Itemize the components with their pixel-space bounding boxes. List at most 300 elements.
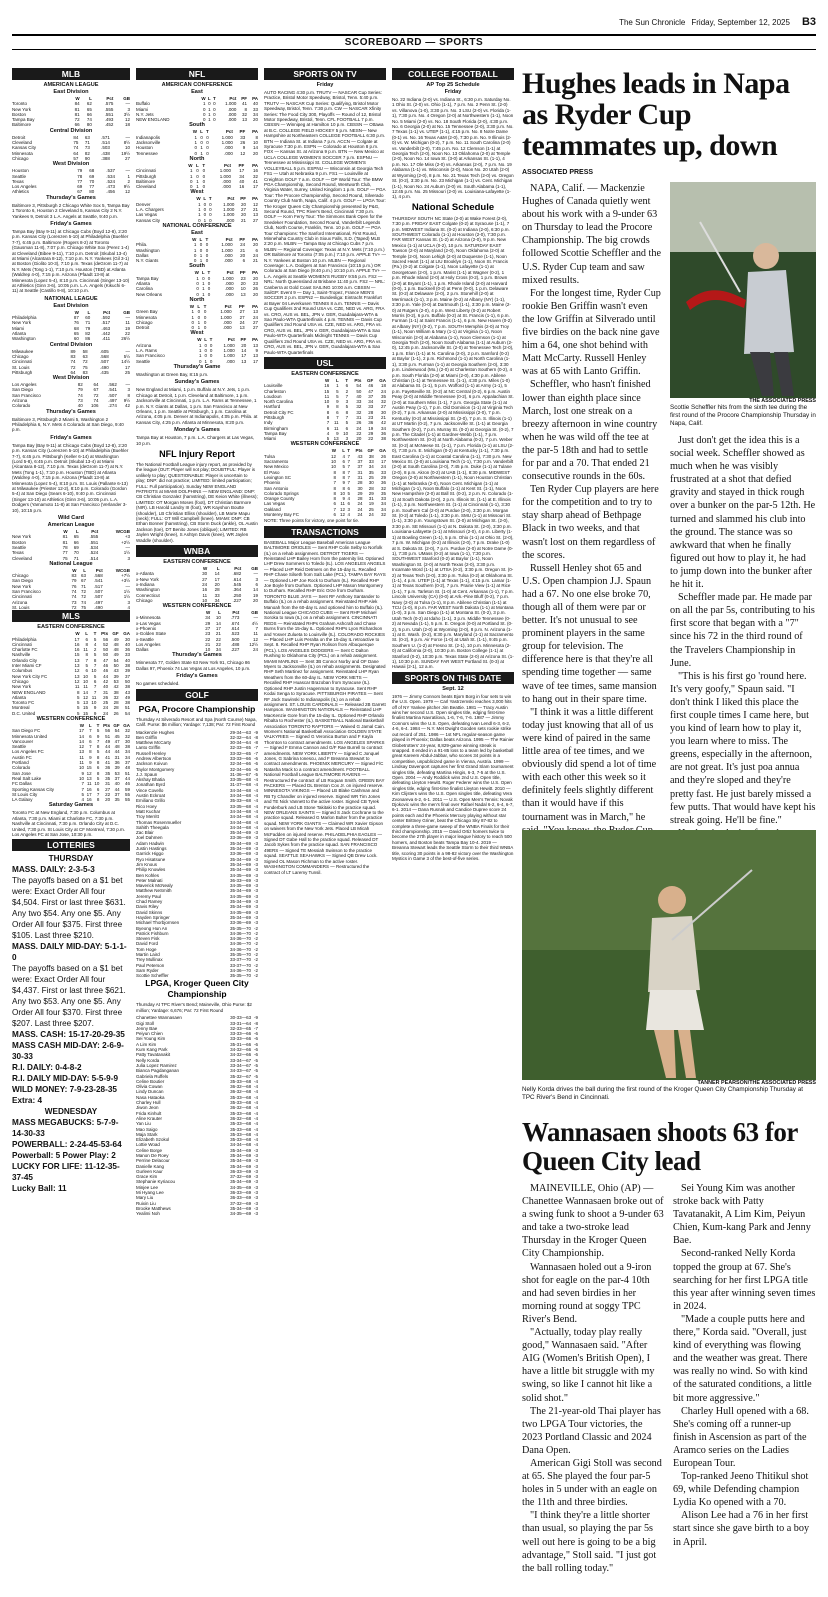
table-header: GA [123,631,130,637]
table-cell: -3 [253,872,258,878]
table-cell: 33 [368,404,374,410]
table-cell: 13 [252,212,258,218]
table-cell: Indianapolis [136,134,161,140]
table-cell: 26½ [121,336,130,342]
table-cell: 0 [206,134,209,140]
table-cell: 23 [240,275,246,281]
table-cell: 10 [215,615,221,621]
table-cell: .452 [104,122,114,128]
nl-thursday-text: Baltimore 3, Pittsburgh 2 Miami 5, Washington 2 Philadelphia 6, N.Y. Mets 4 Colorado at San Diego, 9:40 p.m. [12,416,124,433]
table-cell: .507 [108,392,117,398]
table-cell: 24 [368,512,374,518]
table-cell: 25 [368,474,374,480]
table-cell: 32 [356,404,362,410]
table-cell: -3 [253,846,258,852]
table-cell: 0 [189,178,193,184]
table-header: GB [251,610,258,616]
table-cell: 0 [205,242,209,248]
table-cell: 90 [84,155,90,161]
table-cell: 6 [89,738,92,744]
table-cell: 8 [85,652,88,658]
usl-west-table [264,448,386,517]
table-cell: New York [12,320,32,326]
table-cell: 0 [198,358,202,364]
table-cell: 43 [357,453,363,459]
table-cell: Baltimore [12,122,32,128]
table-cell: 42 [103,678,109,684]
table-cell: 20 [241,342,247,348]
table-cell: Phila. [136,242,148,248]
nfc-east-title: East [191,229,203,236]
mls-saturday-text: Toronto FC at New England, 7:30 p.m. Columbus at Atlanta, 7:30 p.m. Miami at Charlotte FC, 7:30 p.m. Nashville at Cincinnati, 7:30 p.m. Orlando City at D.C. United, 7:30 p.m. St Louis City at CF Montreal, 7:30 p.m. Los Angeles FC at San Jose, 10:30 p.m. [12,810,126,838]
table-cell: 19 [368,501,374,507]
table-cell: Portland [12,760,29,766]
lottery-line: R.I. DAILY MID-DAY: 5-5-9-9 [12,1074,119,1084]
table-cell: 73 [84,145,90,151]
table-header: W [79,723,84,728]
table-cell: 6 [96,786,100,792]
table-cell: 9 [96,733,100,739]
table-cell: 36-32—68 [230,1084,252,1090]
table-cell: 5 [96,728,100,734]
table-cell: 10 [91,700,97,706]
table-cell: 32 [124,733,130,739]
lottery-day: THURSDAY [48,854,94,864]
table-cell: Emiliano Grillo [136,798,166,804]
table-cell: 14 [252,587,258,593]
table-cell: Pittsburgh [264,414,285,420]
table-cell: 1 [196,275,199,281]
korda-photo [522,830,816,1080]
mls-west-title: WESTERN CONFERENCE [36,716,106,722]
lottery-line: POWERBALL: 2-24-45-53-64 [12,1140,122,1150]
table-cell: 36-33—69 [230,1168,252,1174]
wnba-friday-title: Friday's Games [176,673,218,680]
table-cell: 33-34—67 [230,1062,252,1068]
table-cell: 33 [356,399,362,405]
table-cell: 32 [380,512,386,518]
table-cell: 35-34—69 [230,1153,252,1158]
table-cell: .438 [101,150,110,156]
nfl-thursday-title: Thursday's Game [173,363,221,370]
table-header: Pts [101,631,109,637]
table-cell: 27 [252,217,258,223]
table-cell: 39 [124,668,130,674]
table-cell: 0 [202,168,206,174]
table-cell: -4 [253,1121,258,1127]
table-cell: Sacramento [264,459,289,465]
table-cell: 35-35—70 [230,973,252,979]
table-cell: 8 [326,409,330,415]
story-paragraph: Scheffler, who hasn't finished lower than eighth place since March, lost one streak on a breezy afternoon in wine country when he was wild off the tee at the par-5 18th and had to settle for par and a 70. That ended 21 consecutive rounds in the 60s. [522,379,658,483]
table-cell: -4 [253,824,258,830]
table-cell: 10 [340,490,346,496]
al-friday-text: Tampa Bay (Bay 9-11) at Chicago Cubs (Boyd 12-8), 2:20 p.m. Kansas City (Lorenzen 5-10) at Philadelphia (Buehler 7-7), 6:45 p.m. Baltimore (Rogers 8-2) at Toronto (Gausman 11-8), 7:07 p.m. Chicago White Sox (Perez 1-4) at Cleveland (Bibee 9-11), 7:10 p.m. Detroit (Skubal 13-4) at Miami (Alcantara 8-12), 7:10 p.m. N.Y. Yankees (Gil 3-1) at Boston (Giolito 10-3), 7:10 p.m. Texas (deGrom 11-7) at N.Y. Mets (Tong 1-1), 7:10 p.m. Houston (TBD) at Atlanta (Waldrep 4-0), 7:15 p.m. Arizona (Pfaadt 13-8) at Minnesota (Lopez 5-4), 8:10 p.m. Cincinnati (Singer 13-10) at Athletics (Ginn 3-6), 10:05 p.m. L.A. Angels (Kikuchi 6-11) at Seattle (Castillo 9-8), 10:10 p.m. [12,228,130,294]
table-cell: Houston [136,145,153,151]
table-cell: Boston [12,111,27,117]
table-cell: 69 [89,173,95,179]
table-cell: 8 [77,689,80,695]
table-header: T [209,337,213,343]
table-cell: 59 [124,786,130,792]
table-cell: 72 [70,364,76,370]
table-cell: Arizona [12,398,28,403]
table-cell: 27 [202,576,208,582]
table-cell: 71 [84,140,90,146]
afc-south-title: South [189,122,205,129]
table-cell: 1 [202,286,205,292]
table-cell: Yealimi Noh [136,1211,160,1217]
table-cell: 0 [203,319,207,325]
table-cell: Tennessee [136,150,158,156]
table-cell: 50 [356,388,362,394]
photo-caption-2: Nelly Korda drives the ball during the first round of the Kroger Queen City Championship Thursday at TPC River's Bend in Cincinnati. [522,1086,803,1101]
table-cell: 21 [380,414,386,420]
table-cell: 8 [326,414,330,420]
table-cell: 12 [74,678,80,684]
table-header: T [205,236,209,242]
lottery-line: MASS. CASH: 15-17-20-29-35 [12,1030,125,1040]
table-cell: +3½ [121,578,130,584]
table-cell: 56 [105,728,111,734]
transactions-text: BASEBALL Major League Baseball American League BALTIMORE ORIOLES — Sent RHP Colin Selby to Norfolk (IL) on a rehab assignment. DETROIT TIGERS — Reinstated LHP Bailey Horn from the paternity list. Optioned LHP Drew Sommers to Toledo (IL). LOS ANGELES ANGELS — Placed LHP Reid Detmers on the 15-day IL. Recalled RHP Chase Silseth from Salt Lake (PCL). TAMPA BAY RAYS — Optioned LHP Joe Rock to Durham (IL). Recalled RHP Joe Boyle from Durham. Optioned LHP Mason Montgomery to Durham. Recalled RHP Eric Orze from Durham. TORONTO BLUE JAYS — Sent RF Anthony Santander to Buffalo (IL) on a rehab assignment. Reinstated RHP Alek Manoah from the 60-day IL and optioned him to Buffalo (IL). National League CHICAGO CUBS — Sent RHP Michael Soroka to Iowa (IL) on a rehab assignment. CINCINNATI REDS — Reinstated RHPs Graham Ashcraft and Chase Burns from the 15-day IL. Optioned RHPs Lyon Richardson and Yosver Zulueta to Louisville (IL). COLORADO ROCKIES — Placed LHP Luis Peralta on the 15-day IL retroactive to Sept. 8. Recalled RHP Ryan Rolison from Albuquerque (PCL). LOS ANGELES DODGERS — Sent C Dalton Rushing to Oklahoma City (PCL) on a rehab assignment. MIAMI MARLINS — Sent 3B Connor Norby and OF Dane Myers to Jacksonville (IL) on rehab assignments. Designated RHP Seth Martinez for assignment. Reinstated LHP Ryan Weathers from the 60-day IL. NEW YORK METS — Recalled RHP Huascar Brazoban from Syracuse (IL). Optioned RHP Justin Hagenman to Syracuse. Sent RHP Kodai Senga to Syracuse. PITTSBURGH PIRATES — Sent RF Jack Suwinski to Indianapolis (IL) on a rehab assignment. ST. LOUIS CARDINALS — Released 2B Garrett Hampson. WASHINGTON NATIONALS — Reinstated LHP MacKenzie Gore from the 15-day IL. Optioned RHP Orlando Ribalta to Rochester (IL). BASKETBALL National Basketball Association TORONTO RAPTORS — Waived G Jamal Cain. Women's National Basketball Association GOLDEN STATE VALKYRIES — Signed G Veronica Burton and F Kayla Thornton to contract amendments. LOS ANGELES SPARKS — Signed F Emma Cannon and G/F Rae Burrell to contract amendments. NEW YORK LIBERTY — Signed C Jonquel Jones, G Sabrina Ionescu, and F Breanna Stewart to contract amendments. PHOENIX MERCURY — Signed F/C Natasha Mack to a contract amendment. FOOTBALL National Football League BALTIMORE RAVENS — Restructured the contract of LB Roquan Smith. GREEN BAY PACKERS — Placed DL Brenton Cox Jr. on injured reserve. MINNESOTA VIKINGS — Placed LB Blake Cashman and RB Ty Chandler on injured reserve. Signed WR Tim Jones and TE Nick Vannett to the active roster. Signed CB Tyrek Funderburk and LB Stone Takitaki to the practice squad. NEW ORLEANS SAINTS — Signed S Jack Cochrane to the practice squad. Released G Marlon Bulter from the practice squad. NEW YORK GIANTS — Claimed WR Xavier Gipson on waivers from the New York Jets. Placed LB Micah McFadden on injured reserve. PHILADELPHIA EAGLES — Signed DT Gabe Hall to the practice squad. Released DT Jacob Sykes from the practice squad. SAN FRANCISCO 49ERS — Signed TE Messiah Swinson to the practice squad. SEATTLE SEAHAWKS — Signed QB Drew Lock. Signed OL Mason Richman to the active roster. WASHINGTON COMMANDERS — Restructured the contract of LT Laremy Tunsil. [264,539,386,875]
table-header: W [72,567,77,573]
table-cell: 72 [71,604,77,610]
table-cell: Pittsburgh [12,369,33,375]
table-cell: 39 [113,673,119,679]
table-cell: 21 [241,217,247,223]
table-cell: 3 [127,599,130,605]
table-cell: 0 [193,252,197,258]
table-cell: 6 [336,409,339,415]
table-cell: 0 [209,212,212,218]
table-cell: 11 [83,684,88,690]
table-cell: 34-35—69 [230,872,252,878]
table-cell: 36-32—68 [230,1089,252,1095]
table-row [264,512,386,517]
table-cell: 1 [203,101,206,107]
table-cell: -4 [253,787,258,793]
table-cell: 9 [93,710,97,716]
table-cell: 5 [345,420,349,426]
table-cell: Los Angeles FC [12,749,44,755]
table-cell: 8 [85,641,88,647]
table-cell: 36-32—68 [230,1105,252,1111]
table-cell: 78 [77,173,83,179]
table-cell: 1 [198,353,202,359]
table-cell: 0 [203,201,207,207]
table-cell: — [125,101,130,107]
table-cell: 74 [70,359,76,365]
table-cell: .682 [232,571,242,577]
table-cell: 35-34—69 [230,899,252,905]
paper-name: The Sun Chronicle [619,17,686,27]
table-header: W [63,529,68,535]
table-cell: 0 [203,111,206,117]
table-cell: Patty Tavatanakit [136,1052,171,1058]
table-cell: .541 [93,578,103,584]
table-cell: 1 [198,207,201,213]
table-cell: 35-34—69 [230,856,252,862]
table-cell: 12 [252,201,258,207]
table-cell: 33 [124,652,130,658]
table-cell: Carolina [136,286,153,292]
table-cell: 81 [62,539,68,545]
table-cell: 35-34—69 [230,1158,252,1164]
table-cell: 0 [207,286,211,292]
table-cell: 18 [124,122,130,128]
table-cell: 5 [96,775,100,781]
table-cell: 22 [105,791,111,797]
mls-east-title: EASTERN CONFERENCE [37,624,105,631]
table-cell: 24 [357,501,363,507]
table-cell: 37 [368,393,374,399]
story-paragraph: Russell Henley shot 65 and U.S. Open champion J.J. Spaun had a 67. No one else broke 70, though all of them were par or better. It's not unusual to see prominent players in the same group for television. The difference here is that they're all spending time together — same wave of tee times, same mansion to hang out in their spare time. [522,562,657,705]
table-cell: 3 [345,436,349,442]
table-cell: 20 [356,436,362,442]
lottery-line: LUCKY FOR LIFE: 11-12-35-37-45 [12,1162,120,1183]
table-cell: -4 [253,777,258,783]
table-cell: 54 [356,383,362,389]
table-cell: .555 [104,106,114,112]
table-cell: 9 [255,347,258,353]
story-hughes-col-a [522,182,662,823]
table-cell: 1 [200,150,203,156]
table-cell: 0 [193,258,197,264]
table-cell: x-Las Vegas [136,620,161,626]
table-cell: 38 [368,453,374,459]
page-date: Friday, September 12, 2025 [691,17,790,27]
table-cell: 5 [85,663,88,669]
table-header: T [347,448,350,454]
table-header: T [345,377,349,383]
table-cell: -3 [253,851,258,857]
table-cell: 74 [86,117,92,123]
table-cell: +7½ [121,573,130,579]
wc-al-title: American League [47,522,95,529]
table-cell: 5 [342,464,346,470]
table-cell: 9 [336,399,339,405]
table-cell: 69 [73,544,79,550]
table-cell: 35-33—68 [230,1110,252,1116]
table-cell: 67 [77,189,83,195]
story-paragraph: Second-ranked Nelly Korda topped the group at 67. She's searching for her first LPGA title this year after winning seven times in 2024. [673,1248,816,1312]
table-cell: -3 [253,867,258,873]
table-cell: 9 [242,145,246,151]
table-cell: 19 [252,592,258,598]
table-cell: 35-32—67 [230,1073,252,1079]
table-cell: 74 [81,599,87,605]
nfc-west-title: West [190,330,204,337]
column-nfl [136,68,258,1588]
table-cell: D.C. United [12,710,36,716]
table-cell: Chicago [12,353,29,359]
story-paragraph: American Gigi Stoll was second at 65. She played the four par-5 holes in 5 under with an eagle on the 11th and three birdies. [522,1457,662,1509]
table-header: PA [252,129,258,135]
table-cell: 26 [380,453,386,459]
table-cell: Real Salt Lake [12,775,42,781]
table-cell: 9 [342,496,346,502]
table-cell: 89 [70,348,76,354]
table-cell: -3 [253,1211,258,1217]
table-cell: Austin Eckroat [136,793,166,799]
table-cell: 33-37—70 [230,957,252,963]
table-cell: 1 [202,281,205,287]
table-cell: .568 [93,573,103,579]
table-cell: Jeremy Paul [136,893,162,899]
table-cell: 68 [73,325,79,331]
table-cell: 33-36—69 [230,835,252,841]
table-cell: 10 [82,678,88,684]
table-cell: 1 [198,212,201,218]
table-cell: -4 [253,1110,258,1116]
table-cell: 35-33—68 [230,798,252,804]
table-cell: 33 [368,459,374,465]
table-cell: 35-35—70 [230,925,252,931]
al-central-table [12,135,130,161]
nfc-east-table [136,237,258,263]
table-cell: 80 [89,189,95,195]
table-cell: Ruixin Liu [136,1200,156,1206]
table-cell: 0 [203,309,207,315]
table-cell: 66 [74,122,80,128]
nfl-sunday-text: New England at Miami, 1 p.m. Buffalo at N.Y. Jets, 1 p.m. Chicago at Detroit, 1 p.m. Cleveland at Baltimore, 1 p.m. Jacksonville at Cincinnati, 1 p.m. L.A. Rams at Tennessee, 1 p.m. N.Y. Giants at Dallas, 1 p.m. San Francisco at New Orleans, 1 p.m. Seattle at Pittsburgh, 1 p.m. Carolina at Arizona, 4:05 p.m. Denver at Indianapolis, 4:05 p.m. Phila. at Kansas City, 4:25 p.m. Atlanta at Minnesota, 8:20 p.m. [136,387,258,425]
table-cell: 35 [105,770,111,776]
headline-wannasaen: Wannasaen shoots 63 for Queen City lead [522,1117,798,1176]
table-cell: 45 [114,733,120,739]
ap-poll-title: AP Top 25 Schedule [426,82,480,88]
al-friday-title: Friday's Games [50,220,92,227]
table-header: L [85,631,88,637]
table-cell: 47 [114,738,120,744]
story-paragraph: "I think they're a little shorter than usual, so playing the par 5s well out here is going to be a big advantage," Stoll said. "I just got the ball rolling today." [522,1510,657,1574]
table-cell: 8 [342,474,346,480]
table-cell: 27 [239,314,245,320]
table-cell: 51 [124,705,130,711]
table-header: WCGB [115,567,130,573]
table-cell: 17 [78,728,84,734]
table-cell: 34-34—68 [230,808,252,814]
table-header: GF [113,723,120,728]
nfc-title: NATIONAL CONFERENCE [162,222,232,229]
table-cell: 32-34—66 [230,761,252,767]
table-cell: 26 [356,420,362,426]
table-cell: .568 [100,353,109,359]
table-cell: 6 [342,459,346,465]
table-cell: Byeong Hun An [136,925,168,931]
table-cell: +2½ [121,539,130,545]
table-header: W [192,236,197,242]
table-cell: 75 [82,364,88,370]
table-cell: -3 [253,1195,258,1201]
table-cell: 15 [82,710,88,716]
table-cell: 83 [70,353,76,359]
table-cell: Houston [12,168,29,174]
on-this-date-text: 1976 — Jimmy Connors beats Bjorn Borg in four sets to win the U.S. Open. 1979 — Carl Yastrzemski reaches 3,000 hits off of NY Yankee pitcher Jim Beattie. 1981 — Tracy Austin wins her second U.S. Open singles title, edging first-time finalist Martina Navratilova, 1-6, 7-6, 7-6. 1987 — Jimmy Connors wins the U.S. Open, defeating Ivan Lendl 6-3, 6-2, 4-6, 6-4. 1984 — N.Y. Met Dwight Gooden sets rookie strike out record of 251. 1986 — 1st NFL regular-season game played in Phoenix; Dallas beats Arizona. 1995 — The Rainier Globetrotters' 24-year, 8,829-game winning streak is snapped. It ended in a 91-85 loss to a team led by basketball great Kareem Abdul-Jabbar, who scores 34 points in a competitive, unpublicized game in Vienna, Austria. 1999 — Lindsay Davenport captures her first Grand Slam tournament singles title, defeating Martina Hingis, 6-3, 7-5 at the U.S. Open. 2004 — Andy Roddick wins 2nd U.S. Open title, defeating Lleyton Hewitt. Roger Federer wins the U.S. Open singles title, edging first-time finalist Lleyton Hewitt. 2010 — Kim Clijsters wins the U.S. Open singles title, defeating Vera Zvonareva 6-2, 6-1. 2011 — U.S. Open Men's Tennis: Novak Djokovic wins the men's final over Rafael Nadal 6-2, 6-4, 6-7, 6-1. 2014 — Dana Rusnak and Candice Dupree score 24 points each and the Phoenix Mercury playing without star center Brittney Griner, beat the Chicago Sky 87-82 to complete a three-game sweep of the WNBA Finals for their third championship. 2015 — David Ortiz homers twice to become the 27th player in major league history to reach 500 homers, and Boston beats Tampa Bay 10-4. 2019 — Breanna Stewart leads the Seattle Storm to their third WNBA title, scoring 30 points in a 98-82 victory over the Washington Mystics in Game 3 of the best-of-five series. [392,693,514,862]
table-cell: .497 [93,599,103,605]
table-cell: 27 [252,325,258,331]
table-cell: 1 [194,140,198,146]
table-cell: 8 [345,409,349,415]
table-cell: 35-33—68 [230,1121,252,1127]
table-cell: San Antonio [264,485,289,491]
table-cell: -2 [253,946,258,952]
table-header: PF [240,196,247,202]
table-cell: -4 [253,819,258,825]
table-cell: 47 [103,657,109,663]
table-cell: 13 [74,673,80,679]
table-cell: -4 [253,1137,258,1143]
table-cell: 82 [84,150,90,156]
table-cell: Scottie Scheffler [136,973,169,979]
photo-credit-1: THE ASSOCIATED PRESS [749,398,816,404]
table-cell: 41 [252,178,258,184]
table-cell: Matthew McCarty [136,740,172,746]
table-cell: 67 [93,387,99,393]
table-cell: 34 [252,111,258,117]
table-header: W [196,196,201,202]
table-cell: 6 [333,512,336,518]
table-cell: 40 [239,178,245,184]
table-cell: 35-35—70 [230,951,252,957]
table-cell: 6 [93,678,97,684]
table-cell: 49 [105,738,111,744]
table-cell: 74 [71,589,77,595]
table-cell: 20 [252,150,258,156]
table-cell: -2 [253,930,258,936]
table-cell: 44 [103,673,109,679]
table-cell: 14 [215,620,221,626]
table-cell: +3 [124,534,130,540]
table-cell: 36 [380,430,386,436]
table-cell: -3 [253,888,258,894]
table-header: PA [252,303,258,309]
table-cell: .000 [224,291,234,297]
table-cell: 83 [82,369,88,375]
table-header: L [204,337,207,343]
table-cell: 40 [356,393,362,399]
table-cell: 14 [78,738,84,744]
table-cell: Cleveland [136,184,157,190]
table-cell: Gabriela Ruffels [136,1073,169,1079]
table-cell: 25 [103,700,109,706]
table-cell: 36-32—68 [230,1115,252,1121]
story-paragraph: Top-ranked Jeeno Thitikul shot 69, while Defending champion Lydia Ko opened with a 70. [673,1471,809,1509]
table-cell: San Jose [12,770,31,776]
table-cell: .524 [89,550,99,556]
table-cell: -3 [253,1174,258,1180]
table-cell: .442 [101,331,111,337]
table-cell: 24 [239,319,245,325]
table-cell: Justin Hastings [136,846,167,852]
table-cell: 81 [74,111,80,117]
table-cell: 4 [81,797,84,803]
table-cell: 7 [255,626,258,631]
table-cell: 0 [196,173,199,179]
table-cell: Jackson Koivun [136,761,168,767]
table-cell: 12 [340,506,346,512]
table-cell: -3 [253,1147,258,1153]
usl-east-table [264,378,386,442]
table-cell: 11 [87,781,92,787]
table-cell: 54 [113,657,119,663]
table-cell: 79 [77,387,83,393]
table-cell: 24 [240,242,246,248]
table-cell: 0 [189,184,193,190]
table-cell: .490 [93,604,103,610]
table-cell: Chanettee Wannasaen [136,1015,182,1021]
story-paragraph: Sei Young Kim was another stroke back with Patty Tavatanakit, A Lim Kim, Peiyun Chien, Kum-kang Park and Jenny Bae. [673,1183,811,1247]
